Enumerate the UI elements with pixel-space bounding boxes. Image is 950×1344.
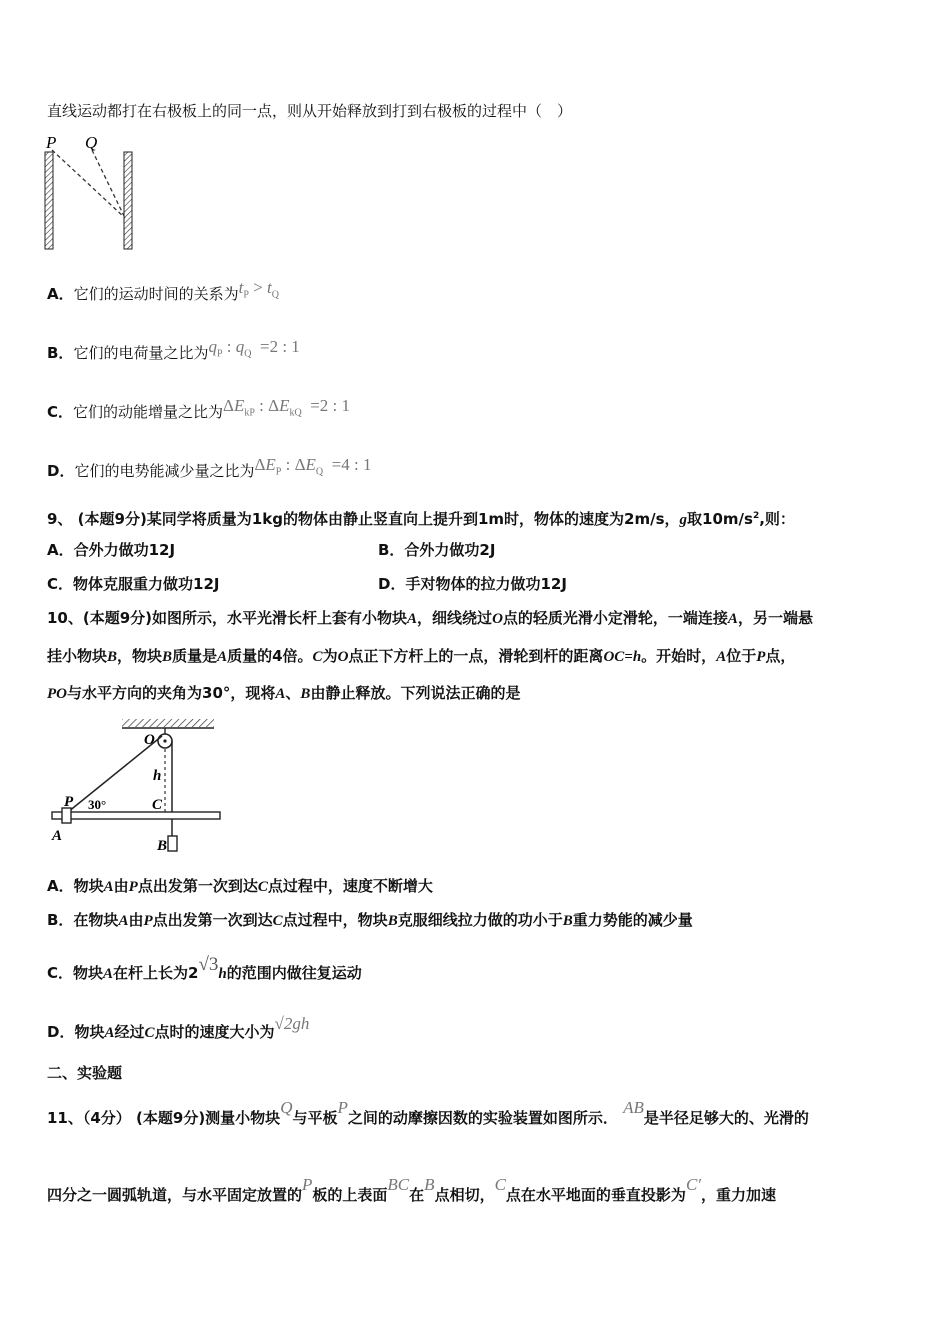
q8-option-b: B．它们的电荷量之比为$q_P$ : $q_Q =2$ : 1 — [47, 337, 300, 362]
q9-option-b: B．合外力做功2J — [378, 541, 496, 559]
label-angle: 30° — [88, 797, 107, 812]
formula-c: $\Delta E_{kP}$ : $\Delta E_{kQ} =2$ : 1 — [223, 396, 351, 419]
sqrt3: √3 — [198, 954, 219, 975]
figure-pulley-rod — [44, 712, 230, 858]
section-title: 二、实验题 — [47, 1064, 123, 1082]
block-a — [62, 808, 71, 823]
q8-option-a: A．它们的运动时间的关系为$t_P > t_Q$ — [47, 278, 279, 303]
label-p: P — [64, 794, 74, 810]
q10-option-c: C．物块A在杆上长为2√3h的范围内做往复运动 — [47, 954, 362, 982]
q10-stem-line2: 挂小物块B，物块B质量是A质量的4倍。C为O点正下方杆上的一点，滑轮到杆的距离OC=h。开始时，A位于P点， — [47, 647, 796, 665]
q10-stem-line3: PO与水平方向的夹角为30°，现将A、B由静止释放。下列说法正确的是 — [47, 684, 521, 702]
right-plate — [124, 152, 132, 249]
label-p: P — [46, 133, 57, 152]
lead-text: 直线运动都打在右极板上的同一点，则从开始释放到打到右极板的过程中（ ） — [47, 102, 573, 120]
formula-d: $\Delta E_P$ : $\Delta E_Q =4$ : 1 — [254, 455, 372, 478]
ceiling — [122, 719, 214, 727]
q9-stem: 9、 (本题9分)某同学将质量为1kg的物体由静止竖直向上提升到1m时，物体的速度为2m/s，g取$10m/s^2$,则： — [47, 510, 795, 528]
label-o: O — [144, 732, 155, 748]
label-c: C — [152, 797, 163, 813]
q9-option-a: A．合外力做功12J — [47, 541, 176, 559]
q10-stem-line1: 10、(本题9分)如图所示，水平光滑长杆上套有小物块A，细线绕过O点的轻质光滑小定滑轮，一端连接A，另一端悬 — [47, 609, 813, 627]
q8-option-d: D．它们的电势能减少量之比为$\Delta E_P$ : $\Delta E_Q =4$ : 1 — [47, 455, 372, 480]
q9-option-d: D．手对物体的拉力做功12J — [378, 575, 567, 593]
q8-option-c: C．它们的动能增量之比为$\Delta E_{kP}$ : $\Delta E_{kQ} =2$ : 1 — [47, 396, 351, 421]
label-q: Q — [85, 133, 98, 152]
label-b: B — [157, 838, 168, 854]
block-b — [168, 836, 177, 851]
path-q — [92, 150, 125, 218]
path-p — [52, 150, 125, 218]
q9-option-c: C．物体克服重力做功12J — [47, 575, 220, 593]
q10-option-d: D．物块A经过C点时的速度大小为√2gh — [47, 1014, 310, 1041]
rod — [52, 812, 220, 819]
sqrt2gh: √2gh — [274, 1014, 310, 1033]
label-h: h — [153, 768, 162, 784]
q10-option-b: B．在物块A由P点出发第一次到达C点过程中，物块B克服细线拉力做的功小于B重力势能的减少量 — [47, 911, 693, 929]
q11-line2: 四分之一圆弧轨道，与水平固定放置的P板的上表面BC在B点相切，C点在水平地面的垂直投影为C′，重力加速 — [47, 1175, 777, 1204]
q10-option-a: A．物块A由P点出发第一次到达C点过程中，速度不断增大 — [47, 877, 433, 895]
figure-parallel-plates — [40, 132, 150, 254]
left-plate — [45, 152, 53, 249]
formula-a: $t_P > t_Q$ — [238, 278, 279, 301]
q11-line1: 11、（4分） (本题9分)测量小物块Q与平板P之间的动摩擦因数的实验装置如图所示． AB是半径足够大的、光滑的 — [47, 1098, 809, 1127]
label-a: A — [52, 828, 63, 844]
formula-b: $q_P$ : $q_Q =2$ : 1 — [208, 337, 300, 360]
